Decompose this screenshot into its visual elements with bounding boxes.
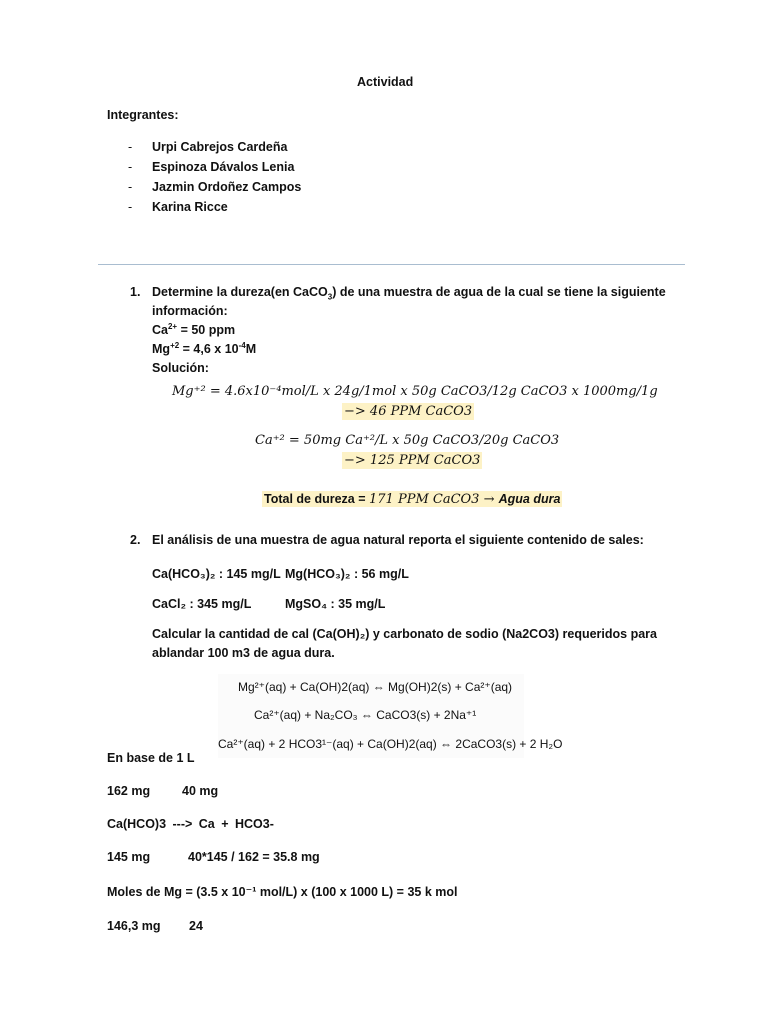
bullet: -	[128, 160, 133, 174]
mg-unit: M	[245, 342, 257, 356]
salt-ca-hco3: Ca(HCO₃)₂ : 145 mg/L	[152, 567, 281, 581]
equation-mg: Mg⁺² = 4.6x10⁻⁴mol/L x 24g/1mol x 50g CaCO3/12g CaCO3 x 1000mg/1g	[172, 384, 658, 399]
equation-ca: Ca⁺² = 50mg Ca⁺²/L x 50g CaCO3/20g CaCO3	[255, 433, 560, 448]
work-line-1: En base de 1 L	[107, 751, 195, 765]
salt-cacl2: CaCl₂ : 345 mg/L	[152, 597, 252, 611]
work-line-4a: 145 mg	[107, 850, 151, 864]
bullet: -	[128, 180, 133, 194]
q2-text: El análisis de una muestra de agua natural reporta el siguiente contenido de sales:	[152, 533, 644, 547]
member-item: Jazmin Ordoñez Campos	[152, 180, 302, 194]
equation-ca-result	[342, 453, 482, 468]
bullet: -	[128, 140, 133, 154]
bullet: -	[128, 200, 133, 214]
q1-text-b: ) de una muestra de agua de la cual se tiene la siguiente	[332, 285, 666, 299]
q1-text-a: Determine la dureza(en CaCO	[152, 285, 328, 299]
divider	[98, 264, 685, 265]
work-line-5: Moles de Mg = (3.5 x 10⁻¹ mol/L) x (100 x 1000 L) = 35 k mol	[107, 885, 458, 899]
q1-number: 1.	[130, 285, 141, 299]
q1-mg-info	[152, 342, 256, 356]
ca-charge: 2+	[167, 321, 178, 331]
member-item: Karina Ricce	[152, 200, 228, 214]
q2-calc-line2: ablandar 100 m3 de agua dura.	[152, 646, 335, 660]
work-line-6b: 24	[189, 919, 203, 933]
member-item: Urpi Cabrejos Cardeña	[152, 140, 288, 154]
reaction-1: Mg²⁺(aq) + Ca(OH)2(aq) ⇔ Mg(OH)2(s) + Ca²⁺(aq)	[238, 680, 513, 694]
salt-mg-hco3: Mg(HCO₃)₂ : 56 mg/L	[285, 567, 409, 581]
equation-ca-result-text: −> 125 PPM CaCO3	[344, 453, 481, 468]
mg-symbol: Mg	[152, 342, 171, 356]
q1-ca-info	[152, 323, 235, 337]
mg-charge: +2	[170, 340, 180, 350]
total-value: 171 PPM CaCO3 →	[369, 492, 499, 507]
equation-mg-result-text: −> 46 PPM CaCO3	[344, 404, 473, 419]
work-line-3: Ca(HCO)3 ---> Ca + HCO3-	[107, 817, 274, 831]
integrantes-label: Integrantes:	[107, 108, 179, 122]
q1-text-line1	[152, 285, 666, 302]
work-line-6a: 146,3 mg	[107, 919, 161, 933]
total-result: Agua dura	[498, 492, 561, 506]
q1-text-line2: información:	[152, 304, 228, 318]
work-line-4b: 40*145 / 162 = 35.8 mg	[188, 850, 320, 864]
reaction-2: Ca²⁺(aq) + Na₂CO₃ ⇔ CaCO3(s) + 2Na⁺¹	[254, 708, 477, 722]
work-line-2a: 162 mg	[107, 784, 151, 798]
q1-sub: 3	[327, 292, 333, 302]
member-item: Espinoza Dávalos Lenia	[152, 160, 295, 174]
reaction-3: Ca²⁺(aq) + 2 HCO3¹⁻(aq) + Ca(OH)2(aq) ⇔ 2CaCO3(s) + 2 H₂O	[218, 737, 563, 751]
total-dureza	[262, 492, 562, 507]
equation-mg-result	[342, 404, 474, 419]
total-label: Total de dureza =	[264, 492, 369, 506]
ca-value: = 50 ppm	[177, 323, 236, 337]
salt-mgso4: MgSO₄ : 35 mg/L	[285, 597, 386, 611]
q2-calc-line1: Calcular la cantidad de cal (Ca(OH)₂) y carbonato de sodio (Na2CO3) requeridos para	[152, 627, 657, 641]
work-line-2b: 40 mg	[182, 784, 219, 798]
solucion-label: Solución:	[152, 361, 209, 375]
page-title: Actividad	[357, 75, 414, 89]
mg-value: = 4,6 x 10	[179, 342, 239, 356]
mg-exponent: -4	[238, 340, 246, 350]
ca-symbol: Ca	[152, 323, 168, 337]
q2-number: 2.	[130, 533, 141, 547]
